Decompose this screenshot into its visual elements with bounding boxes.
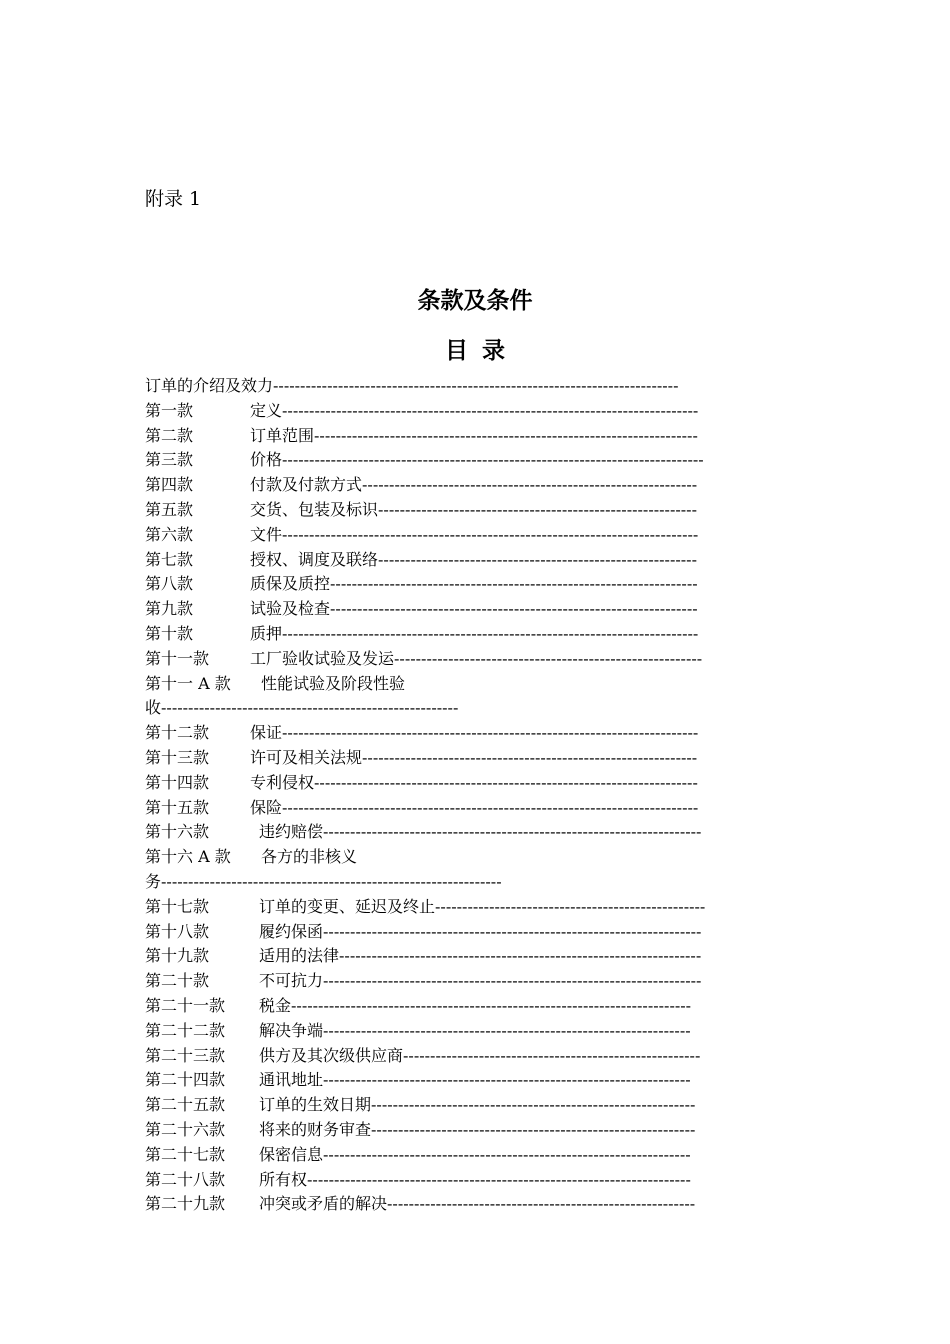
toc-leader-dashes: ----------------------------------------------------------------------------- <box>282 524 699 544</box>
toc-entry-number: 第七款 <box>145 549 194 569</box>
toc-entry <box>145 845 810 870</box>
toc-entry-title: 授权、调度及联络 <box>250 549 379 569</box>
toc-entry-number: 第四款 <box>145 475 194 495</box>
toc-entry <box>145 473 810 498</box>
toc-entry-number: 第二十三款 <box>145 1045 226 1065</box>
toc-entry-number: 收 <box>145 698 162 718</box>
toc-leader-dashes: -------------------------------------------------------------------- <box>323 1144 691 1164</box>
toc-entry-number: 第十六 A 款 <box>145 847 231 867</box>
toc-entry-number: 第五款 <box>145 499 194 519</box>
toc-entry-title: 文件 <box>250 524 283 544</box>
toc-entry <box>145 1143 810 1168</box>
toc-entry-number: 第十七款 <box>145 896 210 916</box>
toc-leader-dashes: -------------------------------------------------------------------- <box>330 574 698 594</box>
toc-entry-title: 工厂验收试验及发运 <box>250 648 395 668</box>
toc-leader-dashes: ----------------------------------------------------------------------------- <box>282 623 699 643</box>
toc-leader-dashes: -------------------------------------------------------------------- <box>323 1020 691 1040</box>
toc-leader-dashes: ------------------------------------------------------------------------------ <box>282 450 704 470</box>
toc-entry-number: 第二十九款 <box>145 1194 226 1214</box>
toc-leader-dashes: -------------------------------------------------------------- <box>362 747 698 767</box>
toc-leader-dashes: -------------------------------------------------- <box>435 896 706 916</box>
toc-entry <box>145 424 810 449</box>
toc-entry <box>145 721 810 746</box>
toc-entry-title: 各方的非核义 <box>261 847 358 867</box>
toc-entry <box>145 994 810 1019</box>
toc-entry <box>145 399 810 424</box>
toc-leader-dashes: ----------------------------------------------------------------------- <box>314 425 698 445</box>
toc-entry-number: 第二十一款 <box>145 995 226 1015</box>
toc-entry-number: 第十四款 <box>145 772 210 792</box>
toc-entry-number: 第九款 <box>145 599 194 619</box>
toc-entry-title: 将来的财务审查 <box>259 1119 372 1139</box>
toc-entry <box>145 696 810 721</box>
toc-entry-number: 第十一款 <box>145 648 210 668</box>
toc-entry <box>145 622 810 647</box>
toc-entry-number: 第二十款 <box>145 971 210 991</box>
toc-entry <box>145 448 810 473</box>
toc-entry <box>145 523 810 548</box>
toc-entry-number: 第二十二款 <box>145 1020 226 1040</box>
toc-leader-dashes: ---------------------------------------------------------------------- <box>323 971 702 991</box>
toc-entry-number: 第二十七款 <box>145 1144 226 1164</box>
toc-entry-number: 第十六款 <box>145 822 210 842</box>
toc-entry <box>145 746 810 771</box>
toc-entry <box>145 1118 810 1143</box>
toc-entry-title: 保险 <box>250 797 283 817</box>
toc-entry-title: 供方及其次级供应商 <box>259 1045 404 1065</box>
toc-entry-title: 违约赔偿 <box>259 822 324 842</box>
toc-entry-number: 第二款 <box>145 425 194 445</box>
toc-entry <box>145 870 810 895</box>
toc-entry <box>145 374 810 399</box>
toc-entry-title: 订单范围 <box>250 425 315 445</box>
toc-entry-title: 质押 <box>250 623 283 643</box>
toc-entry <box>145 1044 810 1069</box>
toc-entry-title: 定义 <box>250 400 283 420</box>
toc-entry-title: 履约保函 <box>259 921 324 941</box>
toc-heading: 目录 <box>445 338 519 364</box>
toc-entry-title: 所有权 <box>259 1169 308 1189</box>
toc-entry-title: 付款及付款方式 <box>250 475 363 495</box>
toc-entry <box>145 771 810 796</box>
toc-entry-number: 第十八款 <box>145 921 210 941</box>
toc-entry-title: 保证 <box>250 723 283 743</box>
toc-leader-dashes: ------------------------------------------------------------------- <box>339 946 702 966</box>
appendix-label: 附录 1 <box>145 188 202 210</box>
toc-leader-dashes: -------------------------------------------------------------------------- <box>291 995 692 1015</box>
toc-leader-dashes: ------------------------------------------------------------ <box>371 1119 696 1139</box>
toc-leader-dashes: -------------------------------------------------------------------- <box>330 599 698 619</box>
toc-entry-number: 第十二款 <box>145 723 210 743</box>
toc-entry-number: 第一款 <box>145 400 194 420</box>
toc-leader-dashes: ---------------------------------------------------------------------- <box>323 921 702 941</box>
toc-entry <box>145 1068 810 1093</box>
toc-entry-title: 保密信息 <box>259 1144 324 1164</box>
toc-leader-dashes: ------------------------------------------------------------ <box>371 1095 696 1115</box>
toc-entry-number: 第六款 <box>145 524 194 544</box>
toc-entry-number: 务 <box>145 871 162 891</box>
toc-entry-title: 不可抗力 <box>259 971 324 991</box>
toc-entry-title: 性能试验及阶段性验 <box>261 673 406 693</box>
toc-leader-dashes: --------------------------------------------------------- <box>387 1194 696 1214</box>
toc-entry <box>145 1093 810 1118</box>
toc-entry <box>145 920 810 945</box>
toc-leader-dashes: ----------------------------------------------------------------------------- <box>282 400 699 420</box>
toc-entry-title: 交货、包装及标识 <box>250 499 379 519</box>
table-of-contents <box>145 374 810 1217</box>
toc-leader-dashes: ------------------------------------------------------- <box>403 1045 701 1065</box>
toc-entry-number: 第三款 <box>145 450 194 470</box>
toc-leader-dashes: -------------------------------------------------------------- <box>362 475 698 495</box>
toc-entry-title: 冲突或矛盾的解决 <box>259 1194 388 1214</box>
toc-leader-dashes: ----------------------------------------------------------- <box>378 499 697 519</box>
toc-entry-title: 许可及相关法规 <box>250 747 363 767</box>
toc-entry <box>145 796 810 821</box>
toc-entry <box>145 498 810 523</box>
toc-entry <box>145 1019 810 1044</box>
toc-entry <box>145 1192 810 1217</box>
toc-leader-dashes: ----------------------------------------------------------- <box>378 549 697 569</box>
toc-entry-title: 适用的法律 <box>259 946 340 966</box>
toc-entry <box>145 820 810 845</box>
toc-entry <box>145 895 810 920</box>
document-title: 条款及条件 <box>417 288 533 314</box>
toc-entry <box>145 647 810 672</box>
toc-entry-title: 专利侵权 <box>250 772 315 792</box>
toc-entry-title: 试验及检查 <box>250 599 331 619</box>
toc-entry-number: 第十九款 <box>145 946 210 966</box>
toc-leader-dashes: ----------------------------------------------------------------------- <box>307 1169 691 1189</box>
toc-leader-dashes: ----------------------------------------------------------------------- <box>314 772 698 792</box>
toc-leader-dashes: --------------------------------------------------------------------------- <box>273 376 679 395</box>
toc-leader-dashes: -------------------------------------------------------------------- <box>323 1070 691 1090</box>
toc-entry-number: 订单的介绍及效力 <box>145 376 274 395</box>
toc-entry-number: 第八款 <box>145 574 194 594</box>
toc-entry-number: 第二十四款 <box>145 1070 226 1090</box>
toc-entry-title: 价格 <box>250 450 283 470</box>
toc-entry-number: 第十五款 <box>145 797 210 817</box>
toc-entry <box>145 548 810 573</box>
toc-leader-dashes: ------------------------------------------------------- <box>161 698 459 718</box>
toc-entry-number: 第二十六款 <box>145 1119 226 1139</box>
toc-entry <box>145 572 810 597</box>
toc-leader-dashes: --------------------------------------------------------------- <box>161 871 502 891</box>
toc-entry-title: 税金 <box>259 995 292 1015</box>
toc-leader-dashes: --------------------------------------------------------- <box>394 648 703 668</box>
toc-entry-title: 订单的生效日期 <box>259 1095 372 1115</box>
toc-entry <box>145 944 810 969</box>
toc-entry-number: 第十一 A 款 <box>145 673 231 693</box>
toc-entry-number: 第十款 <box>145 623 194 643</box>
toc-entry <box>145 597 810 622</box>
toc-entry-number: 第二十五款 <box>145 1095 226 1115</box>
toc-leader-dashes: ---------------------------------------------------------------------- <box>323 822 702 842</box>
toc-entry-title: 解决争端 <box>259 1020 324 1040</box>
toc-entry-title: 质保及质控 <box>250 574 331 594</box>
toc-leader-dashes: ----------------------------------------------------------------------------- <box>282 723 699 743</box>
toc-leader-dashes: ----------------------------------------------------------------------------- <box>282 797 699 817</box>
toc-entry <box>145 672 810 697</box>
toc-entry-number: 第二十八款 <box>145 1169 226 1189</box>
toc-entry-title: 通讯地址 <box>259 1070 324 1090</box>
toc-entry-number: 第十三款 <box>145 747 210 767</box>
toc-entry <box>145 1168 810 1193</box>
toc-entry-title: 订单的变更、延迟及终止 <box>259 896 436 916</box>
toc-entry <box>145 969 810 994</box>
